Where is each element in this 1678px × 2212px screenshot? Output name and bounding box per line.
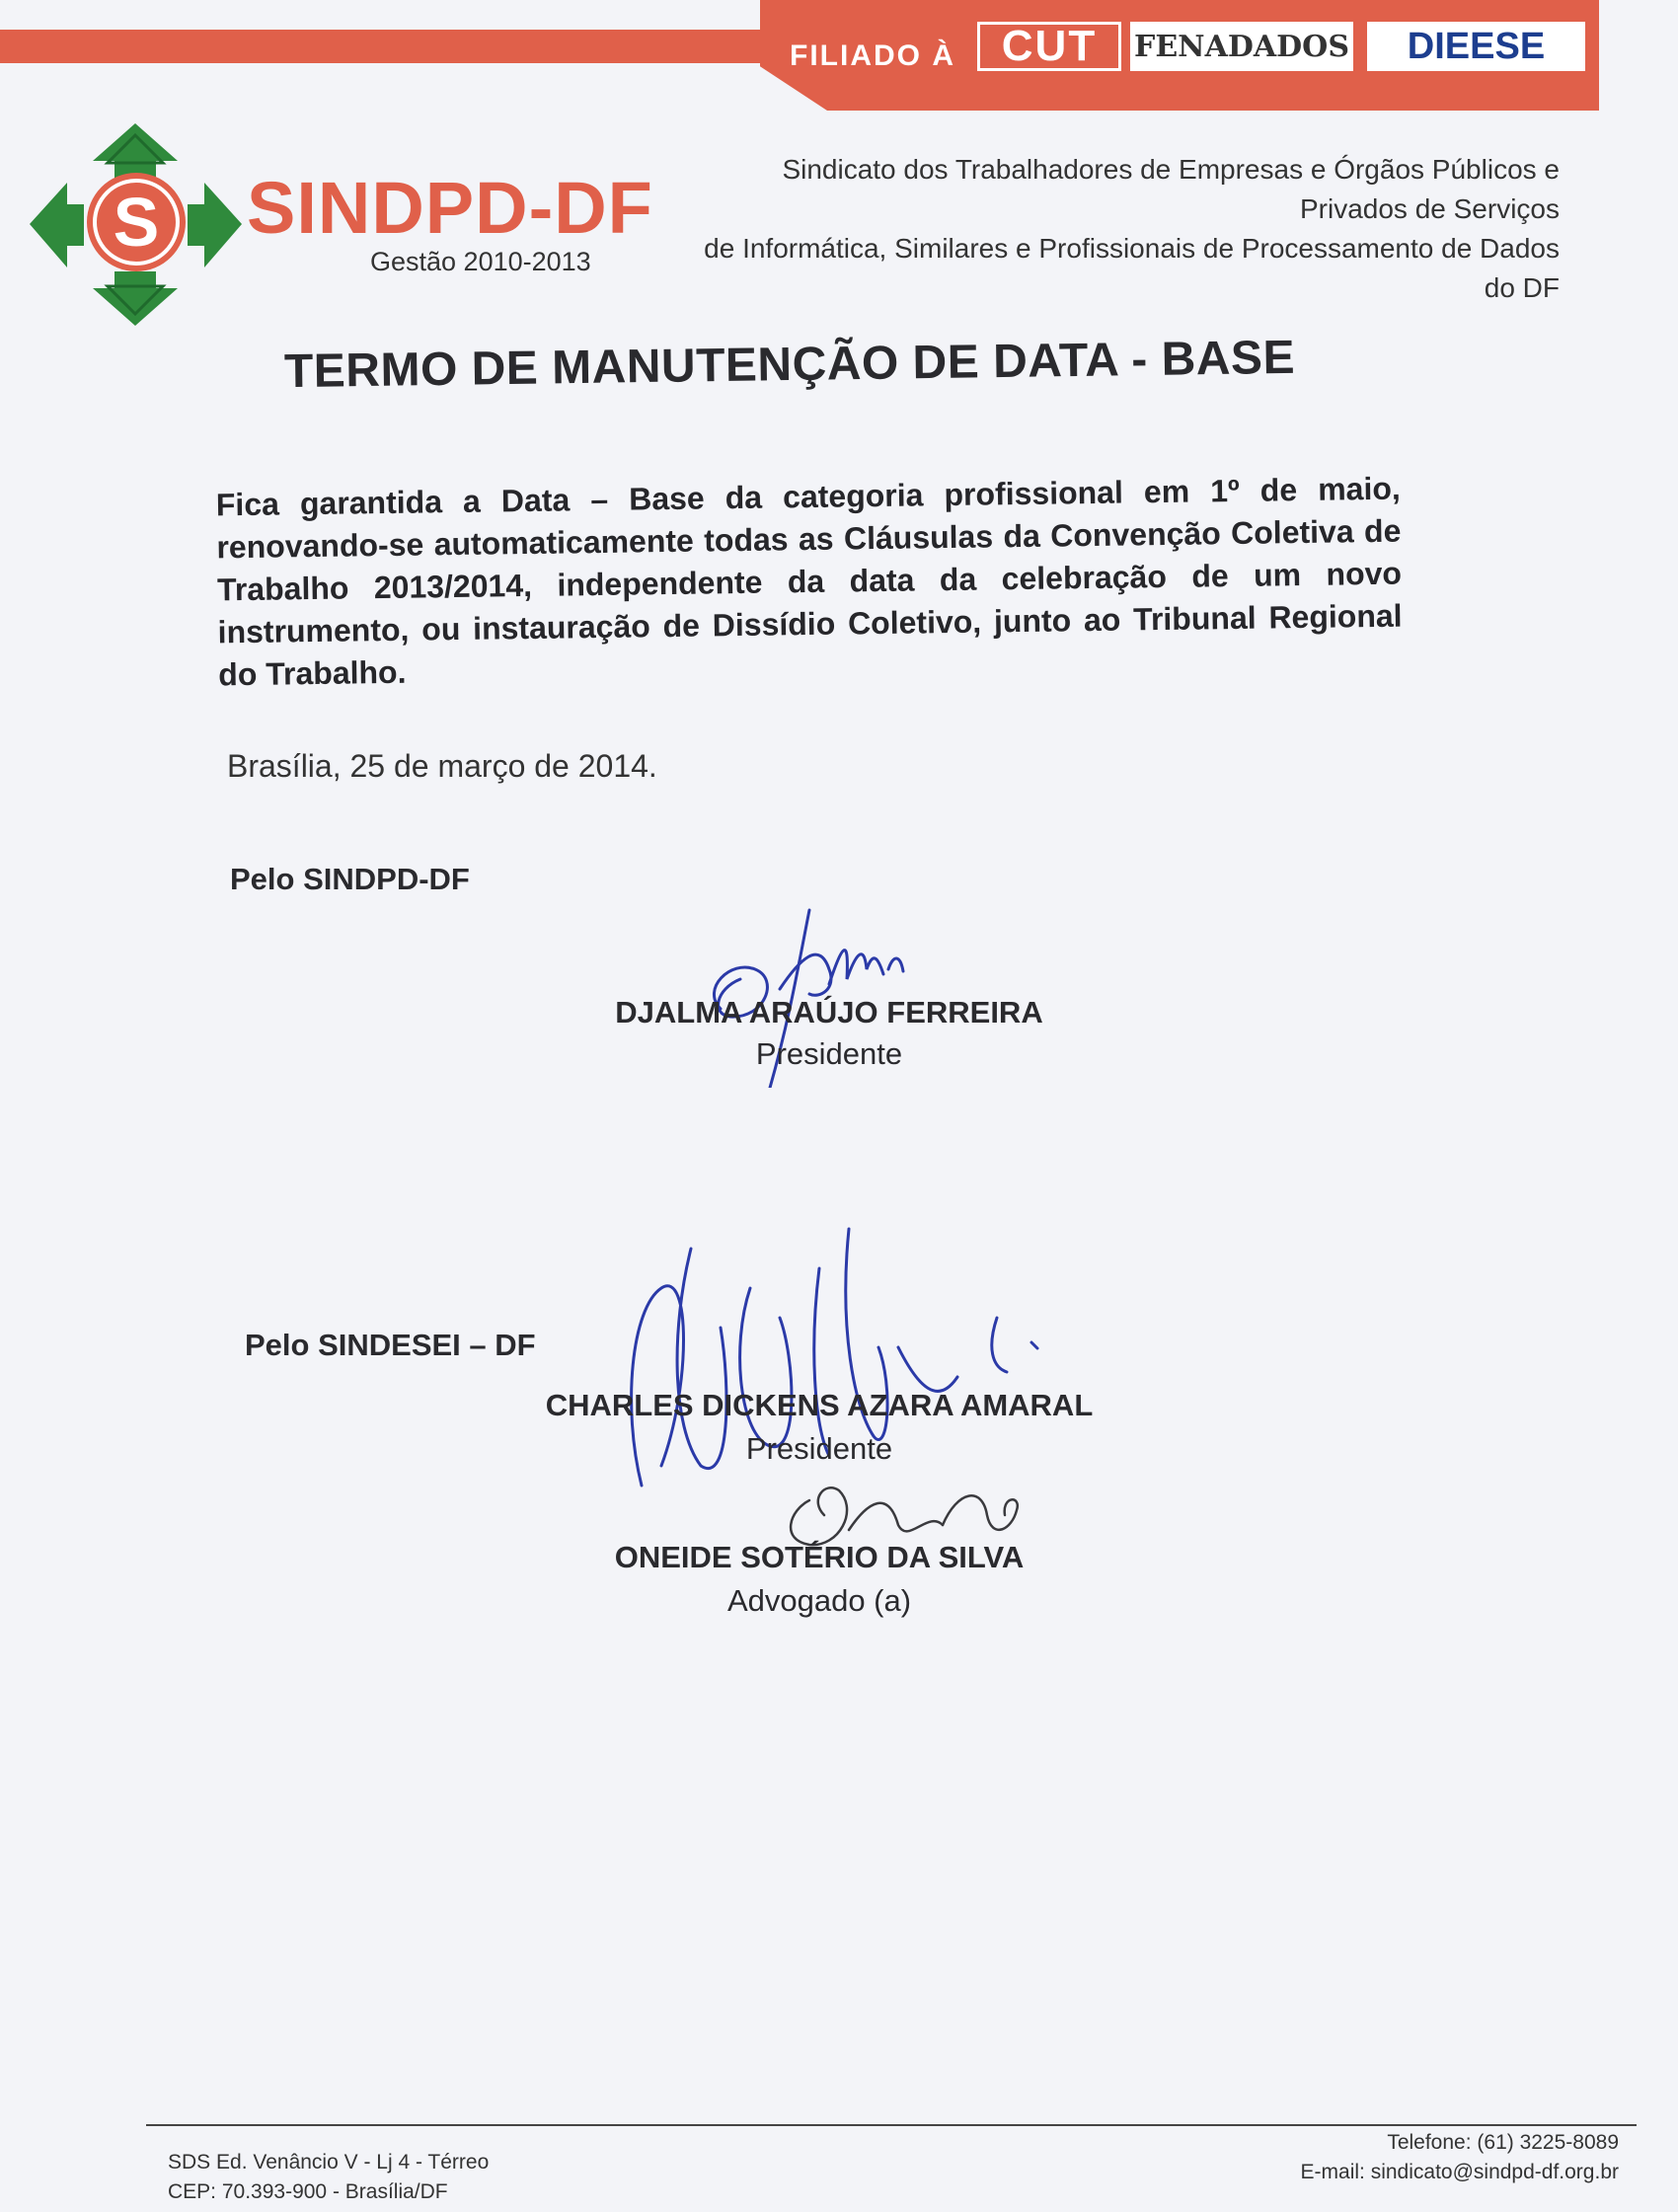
- footer-contact: [1301, 2128, 1619, 2187]
- gestao-period: Gestão 2010-2013: [370, 247, 591, 276]
- signer2-role: Presidente: [745, 1431, 893, 1466]
- signer3-name: ONEIDE SOTÉRIO DA SILVA: [614, 1540, 1025, 1574]
- party2-label: Pelo SINDESEI – DF: [245, 1328, 536, 1362]
- signer2-name: CHARLES DICKENS AZARA AMARAL: [545, 1388, 1094, 1422]
- document-title: TERMO DE MANUTENÇÃO DE DATA - BASE: [283, 331, 1296, 399]
- address-line-1: SDS Ed. Venâncio V - Lj 4 - Térreo: [168, 2151, 490, 2174]
- org-acronym: SINDPD-DF: [247, 167, 653, 249]
- signer1-role: Presidente: [755, 1036, 903, 1071]
- dieese-logo: DIEESE: [1367, 22, 1585, 71]
- date-line: Brasília, 25 de março de 2014.: [227, 748, 657, 784]
- signer1-name: DJALMA ARAÚJO FERREIRA: [615, 995, 1043, 1030]
- org-name-line-1: Sindicato dos Trabalhadores de Empresas e Órgãos Públicos e Privados de Serviços: [782, 154, 1560, 224]
- footer-email: E-mail: sindicato@sindpd-df.org.br: [1300, 2161, 1619, 2183]
- document-body: Fica garantida a Data – Base da categoria profissional em 1º de maio, renovando-se automaticamente todas as Cláusulas da Convenção Coletiva de Trabalho 2013/2014, independente da data da celebração de um novo instrumento, ou instauração de Dissídio Coletivo, junto ao Tribunal Regional do Trabalho.: [215, 470, 1403, 693]
- cut-logo: CUT: [977, 22, 1121, 71]
- sindpd-logo-icon: [30, 123, 242, 326]
- filiado-label: FILIADO À: [790, 39, 955, 72]
- svg-text:S: S: [113, 184, 160, 261]
- signer3-role: Advogado (a): [726, 1583, 912, 1618]
- address-line-2: CEP: 70.393-900 - Brasília/DF: [168, 2180, 448, 2203]
- footer-address: [168, 2148, 489, 2207]
- org-name-line-2: de Informática, Similares e Profissionais de Processamento de Dados do DF: [704, 233, 1560, 303]
- footer-divider: [146, 2124, 1637, 2126]
- footer-phone: Telefone: (61) 3225-8089: [1387, 2131, 1619, 2154]
- fenadados-logo: FENADADOS: [1130, 22, 1353, 71]
- org-full-name: [691, 150, 1560, 308]
- party1-label: Pelo SINDPD-DF: [230, 862, 470, 896]
